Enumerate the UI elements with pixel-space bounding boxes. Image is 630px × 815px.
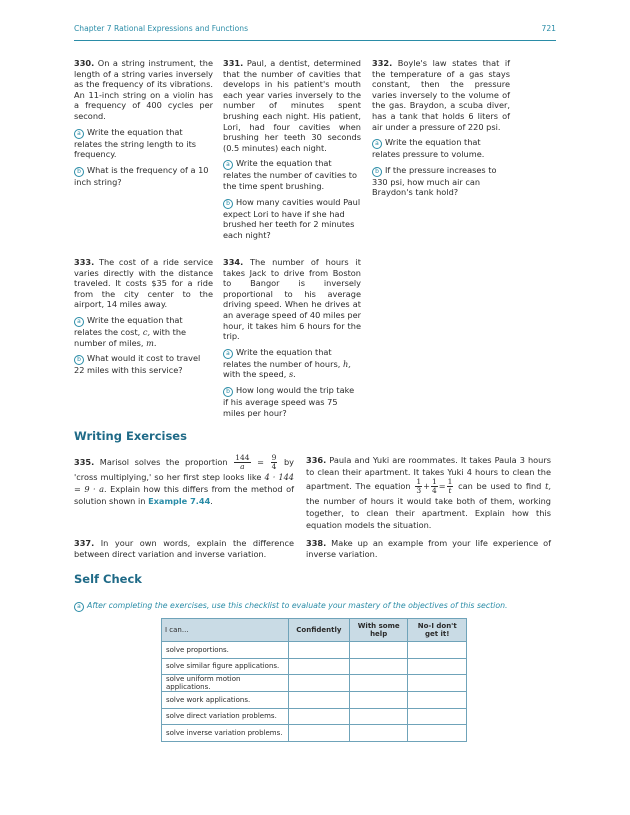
dont-get-it-cell[interactable] [408,675,467,692]
objective-label: solve uniform motion applications. [162,675,289,692]
part-a [74,127,213,160]
confidently-cell[interactable] [288,708,349,725]
part-b-marker-icon: b [223,199,233,209]
dont-get-it-cell[interactable] [408,642,467,659]
part-b-marker-icon: b [74,167,84,177]
denominator: 4 [271,462,277,471]
part-b [223,385,361,418]
variable-m: m. [146,337,157,348]
part-a [74,315,213,348]
part-a-text-mid: with the number of miles, [74,326,187,348]
header-no-i-dont-get-it: No-I don't get it! [408,619,467,642]
header-rule [74,40,556,41]
exercise-text: Paul, a dentist, determined that the number of cavities that develops in his patient's mouth each year varies inversely to the number of minutes spent brushing each night. His patient, Lori, had four cavities when brushing her teeth 30 seconds (0.5 minutes) each night. [223,58,362,153]
exercise-number: 337. [74,538,95,548]
part-b-marker-icon: b [223,387,233,397]
dont-get-it-cell[interactable] [408,658,467,675]
exercise-text: The number of hours it takes Jack to drive from Boston to Bangor is inversely proportional to his average driving speed. When he drives at an average speed of 40 miles per hour, it takes him 6 hours for the trip. [223,257,361,342]
exercise-334 [223,257,361,418]
denominator: 4 [431,486,437,495]
fraction-144-over-a [234,454,250,471]
numerator: 1 [431,477,437,486]
equals-sign: = [257,457,264,467]
dont-get-it-cell[interactable] [408,725,467,742]
denominator: t [448,486,452,495]
exercise-number: 334. [223,257,244,267]
exercise-text: Boyle's law states that if the temperature of a gas stays constant, then the pressure varies inversely to the volume of the gas. Braydon, a scuba diver, has a tank that holds 6 liters of air under a pressure of 220 psi. [372,58,510,132]
exercise-text: The cost of a ride service varies directly with the distance traveled. It costs $35 for a ride from the city center to the airport, 14 miles away. [74,257,213,310]
exercise-335 [74,454,294,507]
exercise-337 [74,538,294,559]
exercise-text-3: the number of hours it would take both of them, working together, to clean their apartment. Explain how this equation models the situation. [306,496,551,530]
part-b [74,165,213,188]
part-a [223,347,361,380]
part-a-marker-icon: a [372,139,382,149]
exercise-text: Marisol solves the proportion [99,457,228,467]
part-b-marker-icon: b [372,167,382,177]
part-b-text: How many cavities would Paul expect Lori to have if she had brushed her teeth for 2 minutes each night? [223,196,361,240]
confidently-cell[interactable] [288,642,349,659]
objective-label: solve proportions. [162,642,289,659]
objective-label: solve work applications. [162,692,289,709]
self-check-heading: Self Check [74,572,142,586]
part-a-marker-icon: a [74,317,84,327]
with-some-help-cell[interactable] [349,708,408,725]
part-a-marker-icon: a [223,349,233,359]
part-b-text: How long would the trip take if his average speed was 75 miles per hour? [223,384,355,418]
page-number: 721 [541,24,556,33]
part-b [74,353,213,376]
self-check-instruction [74,601,508,612]
part-a-marker-icon: a [74,602,84,612]
fraction-9-over-4 [271,454,278,471]
expression: 4 · 144 = 9 · a. [74,472,294,494]
exercise-338 [306,538,551,559]
table-row [162,708,467,725]
exercise-number: 331. [223,58,244,68]
exercise-text: Paula and Yuki are roommates. It takes Paula 3 hours to clean their apartment. It takes Yuki 4 hours to clean the apartment. The equation [306,455,551,491]
variable-s: s. [288,369,296,380]
header-confidently: Confidently [288,619,349,642]
part-b [223,197,361,241]
confidently-cell[interactable] [288,675,349,692]
plus-sign: + [423,481,430,491]
dont-get-it-cell[interactable] [408,708,467,725]
part-b-text: What would it cost to travel 22 miles with this service? [74,353,201,376]
instruction-text: After completing the exercises, use this checklist to evaluate your mastery of the objectives of this section. [87,601,508,610]
exercise-number: 338. [306,538,327,548]
fraction-1-over-t [447,478,454,495]
confidently-cell[interactable] [288,658,349,675]
part-a-text: Write the equation that relates the number of hours, [223,346,341,369]
page-header [74,24,556,38]
part-a-text: Write the equation that relates the number of cavities to the time spent brushing. [223,158,357,191]
part-a [372,137,510,160]
confidently-cell[interactable] [288,725,349,742]
fraction-1-over-4 [431,478,438,495]
exercise-text-2: can be used to find [458,481,542,491]
writing-exercises-heading: Writing Exercises [74,429,187,443]
part-a-text: Write the equation that relates pressure to volume. [372,137,485,160]
exercise-332 [372,58,510,198]
exercise-number: 333. [74,257,95,267]
denominator: a [240,462,245,471]
table-row [162,725,467,742]
exercise-number: 332. [372,58,393,68]
numerator: 1 [416,477,422,486]
exercise-336 [306,454,551,531]
denominator: 3 [416,486,422,495]
confidently-cell[interactable] [288,692,349,709]
variable-h: h, [342,358,351,369]
header-i-can: I can... [162,619,289,642]
exercise-333 [74,257,213,376]
objective-label: solve inverse variation problems. [162,725,289,742]
exercise-number: 336. [306,455,327,465]
exercise-text-3: Explain how this differs from the method of solution shown in [74,484,294,506]
example-link[interactable]: Example 7.44 [148,496,211,506]
period: . [210,496,213,506]
equals-sign: = [438,481,446,491]
with-some-help-cell[interactable] [349,642,408,659]
table-row [162,675,467,692]
part-b-marker-icon: b [74,355,84,365]
header-with-some-help: With some help [349,619,408,642]
with-some-help-cell[interactable] [349,658,408,675]
objective-label: solve direct variation problems. [162,708,289,725]
part-a-text-mid: with the speed, [223,369,287,380]
numerator: 144 [235,453,250,462]
exercise-text: On a string instrument, the length of a string varies inversely as the frequency of its vibrations. An 11-inch string on a violin has a frequency of 400 cycles per second. [74,58,213,121]
table-row [162,658,467,675]
table-row [162,692,467,709]
part-a-text: Write the equation that relates the string length to its frequency. [74,126,197,160]
chapter-title: Chapter 7 Rational Expressions and Functions [74,24,249,33]
exercise-text: Make up an example from your life experience of inverse variation. [306,538,551,559]
numerator: 1 [447,477,453,486]
table-header-row [162,619,467,642]
part-a-text: Write the equation that relates the cost, [74,314,183,337]
with-some-help-cell[interactable] [349,725,408,742]
dont-get-it-cell[interactable] [408,692,467,709]
variable-t: t, [545,481,552,491]
exercise-text-2: by 'cross multiplying,' so her first step looks like [74,457,295,482]
variable-c: c, [142,326,151,337]
part-a [223,158,361,191]
fraction-1-over-3 [415,478,422,495]
self-check-table [161,618,467,742]
numerator: 9 [271,453,277,462]
exercise-number: 335. [74,457,95,467]
part-b-text: What is the frequency of a 10 inch string? [74,164,209,187]
exercise-number: 330. [74,58,95,68]
exercise-text: In your own words, explain the difference between direct variation and inverse variation. [74,538,294,559]
table-row [162,642,467,659]
part-a-marker-icon: a [74,129,84,139]
part-a-marker-icon: a [223,160,233,170]
exercise-331 [223,58,361,240]
with-some-help-cell[interactable] [349,675,408,692]
objective-label: solve similar figure applications. [162,658,289,675]
exercise-330 [74,58,213,187]
part-b-text: If the pressure increases to 330 psi, how much air can Braydon's tank hold? [372,164,497,198]
part-b [372,165,510,198]
with-some-help-cell[interactable] [349,692,408,709]
